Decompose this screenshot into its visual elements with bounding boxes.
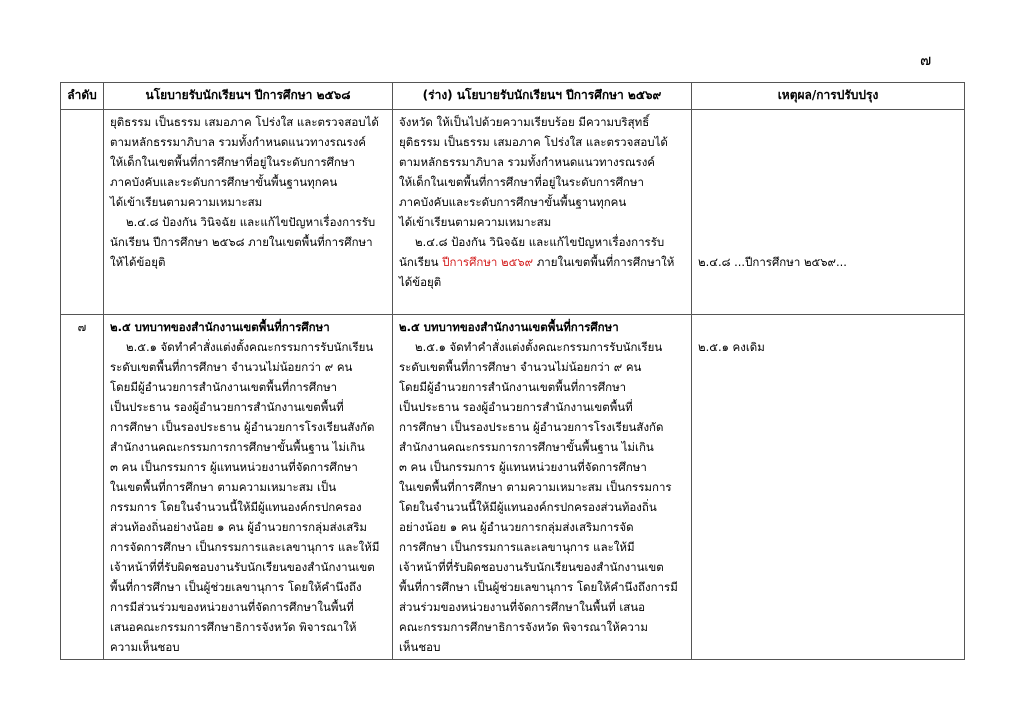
text-line: ความเห็นชอบ: [110, 640, 180, 654]
text-line: ได้ข้อยุติ: [399, 275, 442, 289]
text-line: เจ้าหน้าที่ที่รับผิดชอบงานรับนักเรียนของสำนักงานเขต: [399, 560, 664, 574]
text-line: ได้เข้าเรียนตามความเหมาะสม: [399, 215, 552, 229]
header-draft-policy: (ร่าง) นโยบายรับนักเรียนฯ ปีการศึกษา ๒๕๖๙: [393, 83, 692, 110]
highlighted-change: ปีการศึกษา ๒๕๖๙: [442, 255, 534, 269]
text-segment: ภายในเขตพื้นที่การศึกษาให้: [533, 255, 675, 269]
text-line: โดยมีผู้อำนวยการสำนักงานเขตพื้นที่การศึกษา: [110, 380, 338, 394]
text-line: เป็นประธาน รองผู้อำนวยการสำนักงานเขตพื้นที่: [399, 400, 633, 414]
text-line: ภาคบังคับและระดับการศึกษาขั้นพื้นฐานทุกคน: [110, 175, 338, 189]
text-line: การจัดการศึกษา เป็นกรรมการและเลขานุการ และให้มี: [110, 540, 380, 554]
reason-text: ๒.๔.๘ ...ปีการศึกษา ๒๕๖๙...: [698, 255, 847, 269]
blank-line: [698, 192, 958, 212]
section-title: ๒.๕ บทบาทของสำนักงานเขตพื้นที่การศึกษา: [399, 320, 619, 334]
text-line: ส่วนท้องถิ่นอย่างน้อย ๑ คน ผู้อำนวยการกลุ่มส่งเสริม: [110, 520, 367, 534]
text-line: เป็นประธาน รองผู้อำนวยการสำนักงานเขตพื้นที่: [110, 400, 344, 414]
text-line: ๓ คน เป็นกรรมการ ผู้แทนหน่วยงานที่จัดการศึกษา: [110, 460, 358, 474]
blank-line: [698, 152, 958, 172]
text-line: การศึกษา เป็นรองประธาน ผู้อำนวยการโรงเรียนสังกัด: [399, 420, 664, 434]
text-line: สำนักงานคณะกรรมการการศึกษาขั้นพื้นฐาน ไม่เกิน: [399, 440, 654, 454]
blank-line: [698, 232, 958, 252]
text-line: จังหวัด ให้เป็นไปด้วยความเรียบร้อย มีความบริสุทธิ์: [399, 115, 650, 129]
text-segment: นักเรียน: [399, 255, 443, 269]
text-line: ยุติธรรม เป็นธรรม เสมอภาค โปร่งใส และตรวจสอบได้: [110, 115, 379, 129]
text-line: ในเขตพื้นที่การศึกษา ตามความเหมาะสม เป็นกรรมการ: [399, 480, 672, 494]
text-line: ๓ คน เป็นกรรมการ ผู้แทนหน่วยงานที่จัดการศึกษา: [399, 460, 647, 474]
table-header-row: [61, 83, 965, 110]
text-line: ได้เข้าเรียนตามความเหมาะสม: [110, 195, 263, 209]
header-current-policy: นโยบายรับนักเรียนฯ ปีการศึกษา ๒๕๖๘: [104, 83, 393, 110]
text-line: ระดับเขตพื้นที่การศึกษา จำนวนไม่น้อยกว่า ๙ คน: [399, 360, 642, 374]
text-line: ให้เด็กในเขตพื้นที่การศึกษาที่อยู่ในระดับการศึกษา: [399, 175, 644, 189]
text-line: โดยในจำนวนนี้ให้มีผู้แทนองค์กรปกครองส่วนท้องถิ่น: [399, 500, 657, 514]
blank-line: [698, 212, 958, 232]
text-line: นักเรียน ปีการศึกษา ๒๕๖๘ ภายในเขตพื้นที่การศึกษา: [110, 235, 373, 249]
reason-text: ๒.๕.๑ คงเดิม: [698, 340, 765, 354]
text-line: ตามหลักธรรมาภิบาล รวมทั้งกำหนดแนวทางรณรงค์: [399, 155, 656, 169]
blank-line: [698, 172, 958, 192]
text-line: คณะกรรมการศึกษาธิการจังหวัด พิจารณาให้ความ: [399, 620, 648, 634]
table-row: [61, 110, 965, 315]
text-line: การมีส่วนร่วมของหน่วยงานที่จัดการศึกษาในพื้นที่: [110, 600, 354, 614]
text-line: โดยมีผู้อำนวยการสำนักงานเขตพื้นที่การศึกษา: [399, 380, 627, 394]
text-line: สำนักงานคณะกรรมการการศึกษาขั้นพื้นฐาน ไม่เกิน: [110, 440, 365, 454]
page-number: ๗: [920, 51, 932, 69]
text-line: ๒.๔.๘ ป้องกัน วินิจฉัย และแก้ไขปัญหาเรื่องการรับ: [415, 235, 665, 249]
text-line: การศึกษา เป็นรองประธาน ผู้อำนวยการโรงเรียนสังกัด: [110, 420, 375, 434]
text-line: ๒.๕.๑ จัดทำคำสั่งแต่งตั้งคณะกรรมการรับนักเรียน: [126, 340, 374, 354]
text-line: ให้เด็กในเขตพื้นที่การศึกษาที่อยู่ในระดับการศึกษา: [110, 155, 355, 169]
blank-line: [698, 317, 958, 337]
text-line: กรรมการ โดยในจำนวนนี้ให้มีผู้แทนองค์กรปกครอง: [110, 500, 362, 514]
reason-cell: [692, 110, 965, 315]
table-row: [61, 315, 965, 660]
header-no: ลำดับ: [61, 83, 104, 110]
text-line: ตามหลักธรรมาภิบาล รวมทั้งกำหนดแนวทางรณรงค์: [110, 135, 367, 149]
text-line: เสนอคณะกรรมการศึกษาธิการจังหวัด พิจารณาให้: [110, 620, 357, 634]
section-title: ๒.๕ บทบาทของสำนักงานเขตพื้นที่การศึกษา: [110, 320, 330, 334]
text-line: พื้นที่การศึกษา เป็นผู้ช่วยเลขานุการ โดยให้คำนึงถึงการมี: [399, 580, 678, 594]
text-line: เจ้าหน้าที่ที่รับผิดชอบงานรับนักเรียนของสำนักงานเขต: [110, 560, 375, 574]
text-line: พื้นที่การศึกษา เป็นผู้ช่วยเลขานุการ โดยให้คำนึงถึง: [110, 580, 362, 594]
text-line: ส่วนร่วมของหน่วยงานที่จัดการศึกษาในพื้นที่ เสนอ: [399, 600, 646, 614]
text-line: เห็นชอบ: [399, 640, 441, 654]
text-line: ยุติธรรม เป็นธรรม เสมอภาค โปร่งใส และตรวจสอบได้: [399, 135, 668, 149]
text-line: ในเขตพื้นที่การศึกษา ตามความเหมาะสม เป็น: [110, 480, 337, 494]
current-policy-cell: [104, 110, 393, 315]
draft-policy-cell: [393, 315, 692, 660]
text-line: การศึกษา เป็นกรรมการและเลขานุการ และให้มี: [399, 540, 635, 554]
row-number: [61, 110, 104, 315]
text-line: ๒.๕.๑ จัดทำคำสั่งแต่งตั้งคณะกรรมการรับนักเรียน: [415, 340, 663, 354]
policy-comparison-table: [60, 82, 965, 660]
text-line: ภาคบังคับและระดับการศึกษาขั้นพื้นฐานทุกคน: [399, 195, 627, 209]
draft-policy-cell: [393, 110, 692, 315]
text-line: ให้ได้ข้อยุติ: [110, 255, 166, 269]
blank-line: [399, 292, 685, 312]
header-reason: เหตุผล/การปรับปรุง: [692, 83, 965, 110]
blank-line: [698, 132, 958, 152]
text-line: อย่างน้อย ๑ คน ผู้อำนวยการกลุ่มส่งเสริมการจัด: [399, 520, 634, 534]
text-line: [399, 252, 685, 272]
text-line: ๒.๔.๘ ป้องกัน วินิจฉัย และแก้ไขปัญหาเรื่องการรับ: [126, 215, 376, 229]
reason-cell: [692, 315, 965, 660]
text-line: ระดับเขตพื้นที่การศึกษา จำนวนไม่น้อยกว่า ๙ คน: [110, 360, 353, 374]
blank-line: [698, 112, 958, 132]
row-number: ๗: [61, 315, 104, 660]
current-policy-cell: [104, 315, 393, 660]
